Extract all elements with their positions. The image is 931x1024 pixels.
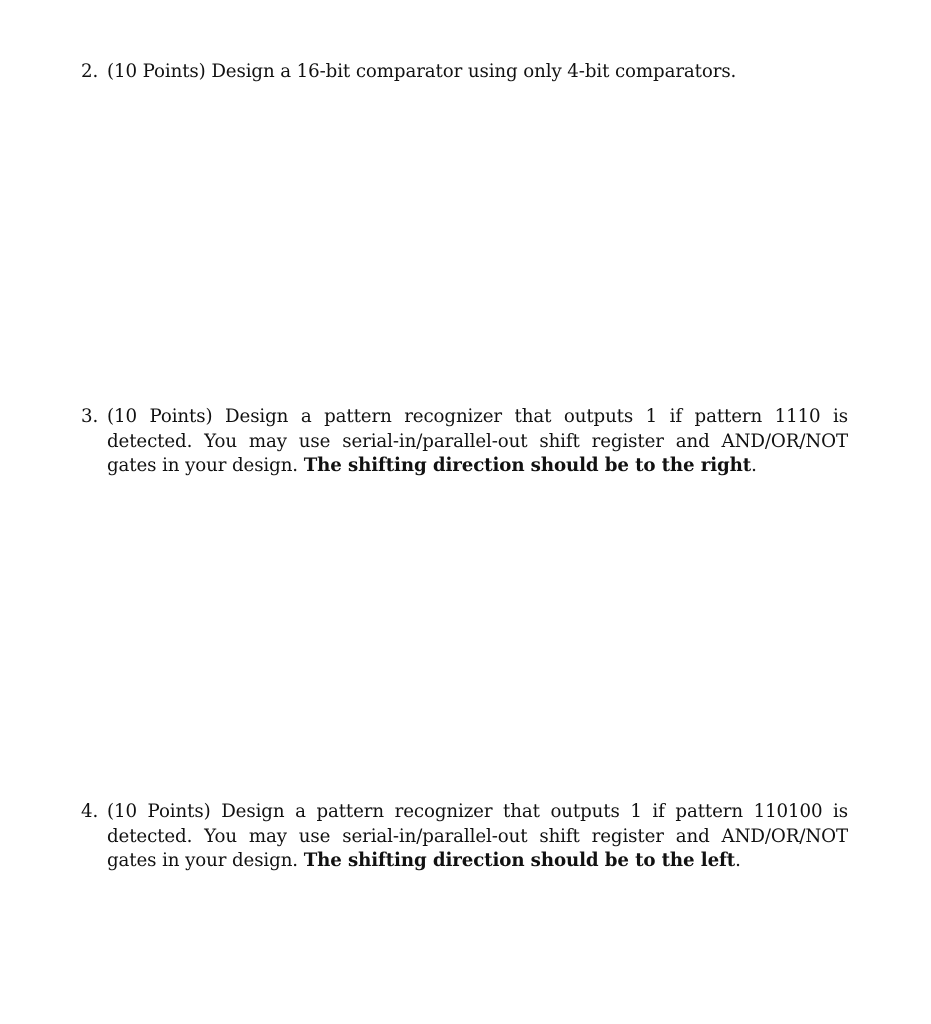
problem-text: Design a pattern recognizer that outputs 1 if pattern 110100 is detected. You may use serial-in/parallel-out shift register and AND/OR/NOT gates in your design. [107, 801, 848, 871]
problem-tail: . [735, 850, 741, 871]
problem-3 [81, 405, 848, 479]
problem-number: 3. [81, 406, 99, 427]
problem-text: Design a 16-bit comparator using only 4-bit comparators. [211, 61, 737, 82]
problem-body [107, 800, 848, 874]
problem-points: (10 Points) [107, 61, 206, 82]
problem-4 [81, 800, 848, 874]
problem-body [107, 60, 848, 85]
problem-points: (10 Points) [107, 406, 213, 427]
problem-tail: . [751, 455, 757, 476]
problem-text: Design a pattern recognizer that outputs 1 if pattern 1110 is detected. You may use serial-in/parallel-out shift register and AND/OR/NOT gates in your design. [107, 406, 849, 476]
problem-emphasis: The shifting direction should be to the left [303, 850, 736, 871]
problem-2 [81, 60, 848, 85]
problem-body [107, 405, 848, 479]
problem-emphasis: The shifting direction should be to the right [303, 455, 752, 476]
problem-number: 2. [81, 61, 99, 82]
problem-number: 4. [81, 801, 99, 822]
problem-points: (10 Points) [107, 801, 211, 822]
